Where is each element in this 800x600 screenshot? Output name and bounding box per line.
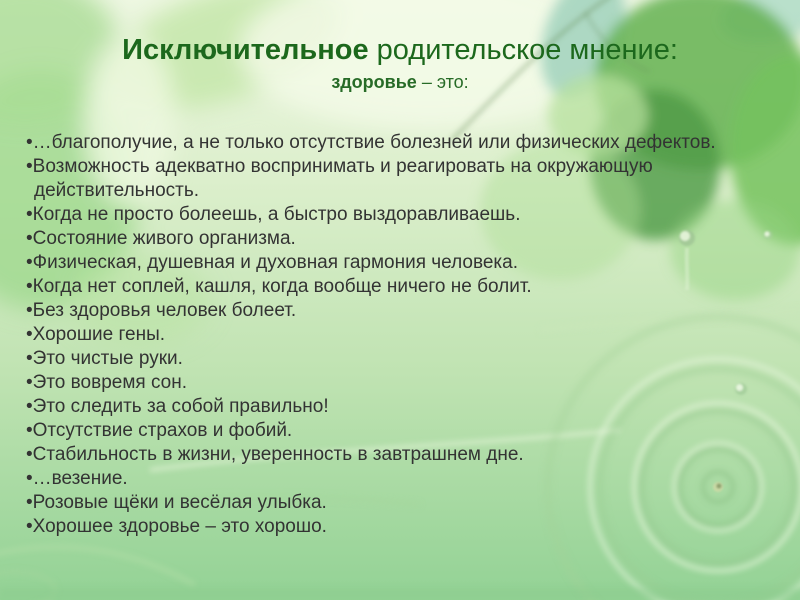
list-item bbox=[26, 131, 776, 155]
list-item bbox=[26, 155, 776, 203]
list-item bbox=[26, 467, 776, 491]
subtitle-rest: – это: bbox=[416, 72, 469, 92]
list-item bbox=[26, 419, 776, 443]
subtitle-emphasis: здоровье bbox=[331, 72, 417, 92]
list-item-text: Без здоровья человек болеет. bbox=[32, 300, 297, 321]
title-rest: родительское мнение: bbox=[368, 34, 678, 66]
list-item-text: Состояние живого организма. bbox=[32, 228, 296, 249]
bullet-marker: • bbox=[26, 372, 33, 393]
list-item bbox=[26, 491, 776, 515]
bullet-marker: • bbox=[26, 300, 33, 321]
list-item bbox=[26, 203, 776, 227]
list-item bbox=[26, 323, 776, 347]
list-item-text: …благополучие, а не только отсутствие болезней или физических дефектов. bbox=[32, 132, 716, 153]
list-item bbox=[26, 227, 776, 251]
bullet-marker: • bbox=[26, 492, 33, 513]
slide-subtitle bbox=[10, 71, 790, 94]
list-item bbox=[26, 251, 776, 275]
list-item-text: …везение. bbox=[32, 468, 128, 489]
list-item-text: Когда нет соплей, кашля, когда вообще ничего не болит. bbox=[32, 276, 532, 297]
slide-title bbox=[10, 34, 790, 66]
list-item-text: Отсутствие страхов и фобий. bbox=[32, 420, 293, 441]
bullet-marker: • bbox=[26, 468, 33, 489]
list-item-text: Розовые щёки и весёлая улыбка. bbox=[32, 492, 327, 513]
list-item-text: Стабильность в жизни, уверенность в завтрашнем дне. bbox=[32, 444, 524, 465]
list-item-text: Хорошие гены. bbox=[32, 324, 166, 345]
bullet-marker: • bbox=[26, 132, 33, 153]
bullet-marker: • bbox=[26, 396, 33, 417]
title-emphasis: Исключительное bbox=[122, 34, 369, 66]
bullet-marker: • bbox=[26, 204, 33, 225]
bullet-marker: • bbox=[26, 324, 33, 345]
list-item-text: Это чистые руки. bbox=[32, 348, 183, 369]
list-item bbox=[26, 275, 776, 299]
list-item bbox=[26, 395, 776, 419]
list-item-text: Физическая, душевная и духовная гармония человека. bbox=[32, 252, 518, 273]
bullet-marker: • bbox=[26, 444, 33, 465]
bullet-marker: • bbox=[26, 348, 33, 369]
list-item-text: Возможность адекватно воспринимать и реагировать на окружающую действительность. bbox=[32, 156, 653, 201]
bullet-marker: • bbox=[26, 276, 33, 297]
bullet-marker: • bbox=[26, 228, 33, 249]
bullet-marker: • bbox=[26, 420, 33, 441]
list-item bbox=[26, 515, 776, 539]
bullet-marker: • bbox=[26, 156, 33, 177]
list-item bbox=[26, 371, 776, 395]
bullet-marker: • bbox=[26, 516, 33, 537]
list-item-text: Когда не просто болеешь, а быстро выздоравливаешь. bbox=[32, 204, 521, 225]
list-item-text: Это вовремя сон. bbox=[32, 372, 188, 393]
bullet-marker: • bbox=[26, 252, 33, 273]
list-item-text: Хорошее здоровье – это хорошо. bbox=[32, 516, 327, 537]
list-item-text: Это следить за собой правильно! bbox=[32, 396, 329, 417]
list-item bbox=[26, 347, 776, 371]
opinion-list bbox=[26, 131, 776, 539]
list-item bbox=[26, 443, 776, 467]
list-item bbox=[26, 299, 776, 323]
